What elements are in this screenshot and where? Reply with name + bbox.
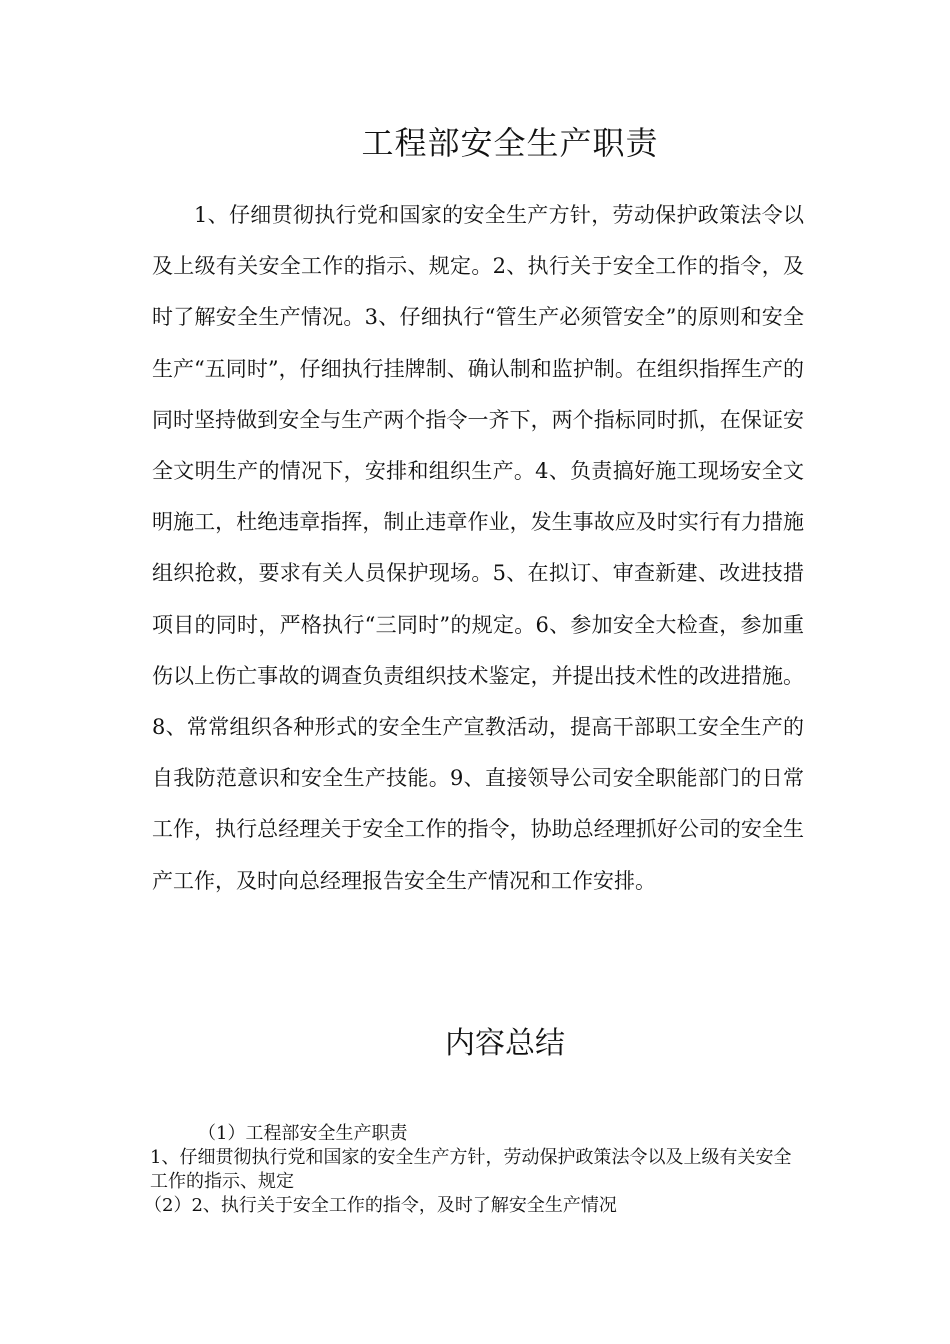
- summary-item-1-heading: （1）工程部安全生产职责: [198, 1123, 408, 1144]
- document-body: 1、仔细贯彻执行党和国家的安全生产方针，劳动保护政策法令以及上级有关安全工作的指示、规定。2、执行关于安全工作的指令，及时了解安全生产情况。3、仔细执行“管生产必须管安全”的原则和安全生产“五同时”，仔细执行挂牌制、确认制和监护制。在组织指挥生产的同时坚持做到安全与生产两个指令一齐下，两个指标同时抓，在保证安全文明生产的情况下，安排和组织生产。4、负责搞好施工现场安全文明施工，杜绝违章指挥，制止违章作业，发生事故应及时实行有力措施组织抢救，要求有关人员保护现场。5、在拟订、审查新建、改进技措项目的同时，严格执行“三同时”的规定。6、参加安全大检查，参加重伤以上伤亡事故的调查负责组织技术鉴定，并提出技术性的改进措施。8、常常组织各种形式的安全生产宣教活动，提高干部职工安全生产的自我防范意识和安全生产技能。9、直接领导公司安全职能部门的日常工作，执行总经理关于安全工作的指令，协助总经理抓好公司的安全生产工作，及时向总经理报告安全生产情况和工作安排。: [152, 203, 804, 893]
- document-title: 工程部安全生产职责: [361, 124, 659, 162]
- summary-title: 内容总结: [445, 1026, 565, 1061]
- summary-item-2: （2）2、执行关于安全工作的指令，及时了解安全生产情况: [144, 1195, 617, 1216]
- summary-item-1-text: 1、仔细贯彻执行党和国家的安全生产方针，劳动保护政策法令以及上级有关安全工作的指示、规定: [150, 1147, 792, 1192]
- summary-section: [144, 1122, 800, 1218]
